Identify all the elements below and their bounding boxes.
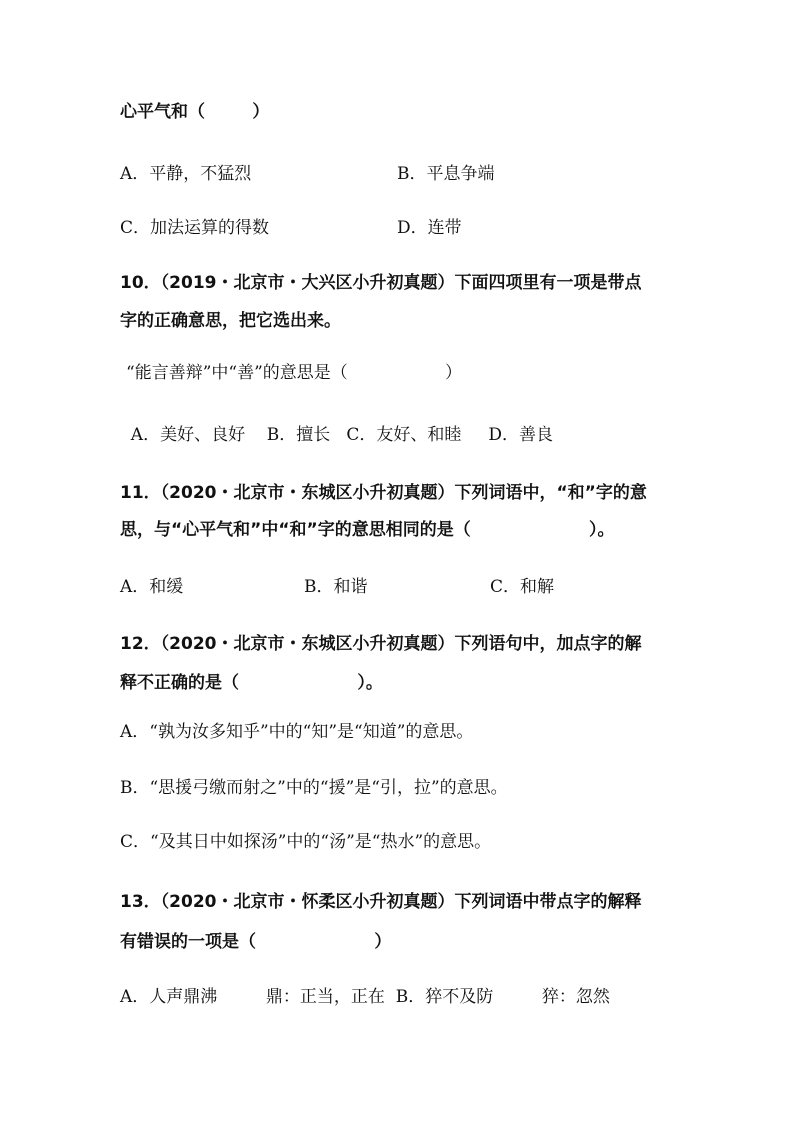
q13-line2: 有错误的一项是（ ） (120, 932, 392, 952)
q9-option-c: C．加法运算的得数 (120, 218, 270, 238)
q12-line2: 释不正确的是（ ）。 (120, 673, 383, 693)
q10-subquestion: “能言善辩”中“善”的意思是（ ） (126, 363, 463, 383)
q11-option-c: C．和解 (490, 577, 555, 597)
q9-stem: 心平气和（ ） (120, 102, 270, 122)
q13-options: A．人声鼎沸 鼎：正当，正在 B．猝不及防 猝：忽然 (120, 987, 610, 1007)
q12-option-c: C．“及其日中如探汤”中的“汤”是“热水”的意思。 (120, 832, 492, 852)
q9-option-b: B．平息争端 (397, 164, 495, 184)
q11-line1: 11．（2020・北京市・东城区小升初真题）下列词语中，“和”字的意 (120, 483, 647, 503)
q11-line2: 思，与“心平气和”中“和”字的意思相同的是（ ）。 (120, 520, 615, 540)
q11-option-a: A．和缓 (120, 577, 184, 597)
q9-option-a: A．平静，不猛烈 (120, 164, 252, 184)
q12-line1: 12．（2020・北京市・东城区小升初真题）下列语句中，加点字的解 (120, 634, 642, 654)
q11-option-b: B．和谐 (304, 577, 368, 597)
q10-options: A．美好、良好 B．擅长 C．友好、和睦 D．善良 (120, 425, 554, 445)
q12-option-b: B．“思援弓缴而射之”中的“援”是“引，拉”的意思。 (120, 778, 508, 798)
q13-line1: 13．（2020・北京市・怀柔区小升初真题）下列词语中带点字的解释 (120, 892, 642, 912)
q9-option-d: D．连带 (397, 218, 462, 238)
q12-option-a: A．“孰为汝多知乎”中的“知”是“知道”的意思。 (120, 722, 474, 742)
q10-line2: 字的正确意思，把它选出来。 (120, 311, 341, 331)
q10-line1: 10．（2019・北京市・大兴区小升初真题）下面四项里有一项是带点 (120, 273, 642, 293)
